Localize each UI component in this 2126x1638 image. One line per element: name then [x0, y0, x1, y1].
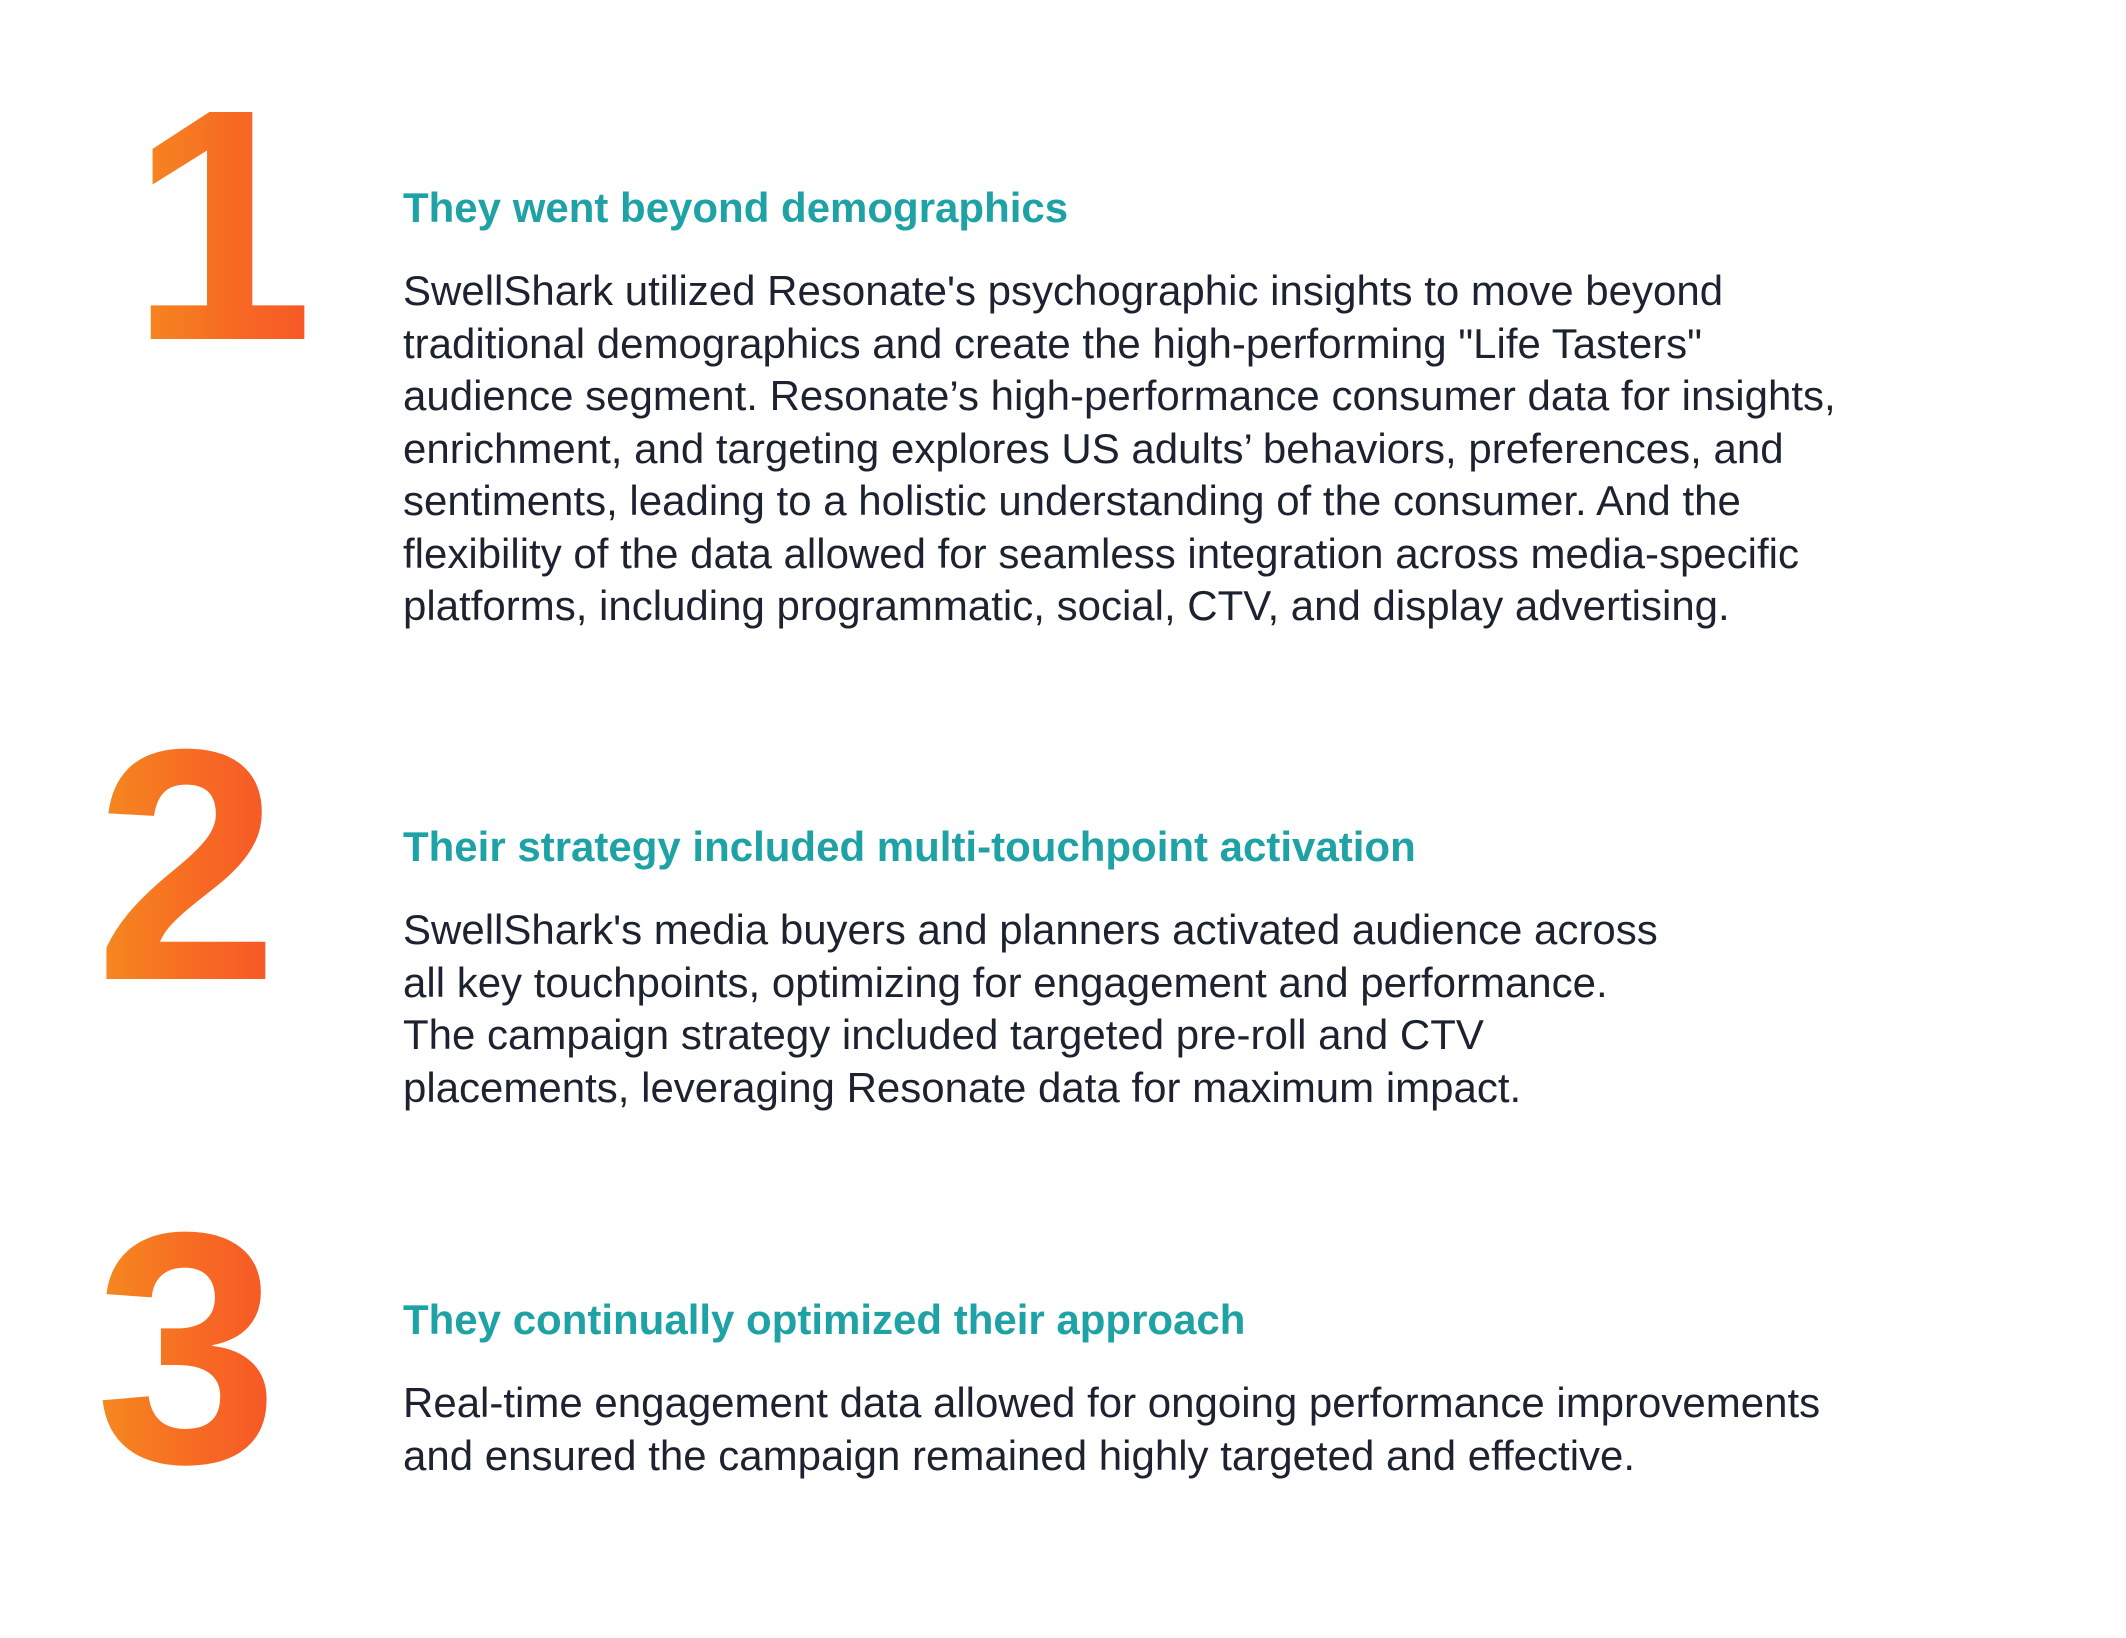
step-1-body-line: sentiments, leading to a holistic understanding of the consumer. And the [403, 477, 1741, 524]
step-3-heading: They continually optimized their approach [403, 1296, 1246, 1343]
step-1-heading: They went beyond demographics [403, 184, 1069, 231]
step-1-body-line: flexibility of the data allowed for seamless integration across media-specific [403, 529, 1799, 577]
step-2-content [403, 822, 2023, 1114]
step-1-body [403, 265, 2023, 633]
step-1-content [403, 183, 2023, 633]
step-1-body-line: enrichment, and targeting explores US adults’ behaviors, preferences, and [403, 424, 1784, 472]
step-number-3: 3 [95, 1183, 325, 1513]
step-1-body-line: audience segment. Resonate’s high-performance consumer data for insights, [403, 372, 1836, 419]
step-1-body-line: SwellShark utilized Resonate's psychographic insights to move beyond [403, 267, 1724, 314]
step-1-body-line: traditional demographics and create the high-performing "Life Tasters" [403, 319, 1703, 367]
step-3-body-line: Real-time engagement data allowed for ongoing performance improvements [403, 1379, 1821, 1426]
step-3-content [403, 1295, 2023, 1482]
step-2-body-line: The campaign strategy included targeted pre-roll and CTV [403, 1011, 1484, 1058]
step-3-body [403, 1377, 2023, 1482]
step-1-body-line: platforms, including programmatic, social, CTV, and display advertising. [403, 582, 1730, 629]
step-2-body-line: all key touchpoints, optimizing for engagement and performance. [403, 958, 1608, 1006]
step-2-body-line: SwellShark's media buyers and planners activated audience across [403, 906, 1658, 953]
step-number-2: 2 [95, 700, 325, 1030]
step-2-heading: Their strategy included multi-touchpoint activation [403, 823, 1416, 870]
step-2-body-line: placements, leveraging Resonate data for maximum impact. [403, 1063, 1522, 1111]
step-3-body-line: and ensured the campaign remained highly targeted and effective. [403, 1431, 1636, 1479]
step-2-body [403, 904, 2023, 1114]
step-number-1: 1 [130, 60, 360, 390]
